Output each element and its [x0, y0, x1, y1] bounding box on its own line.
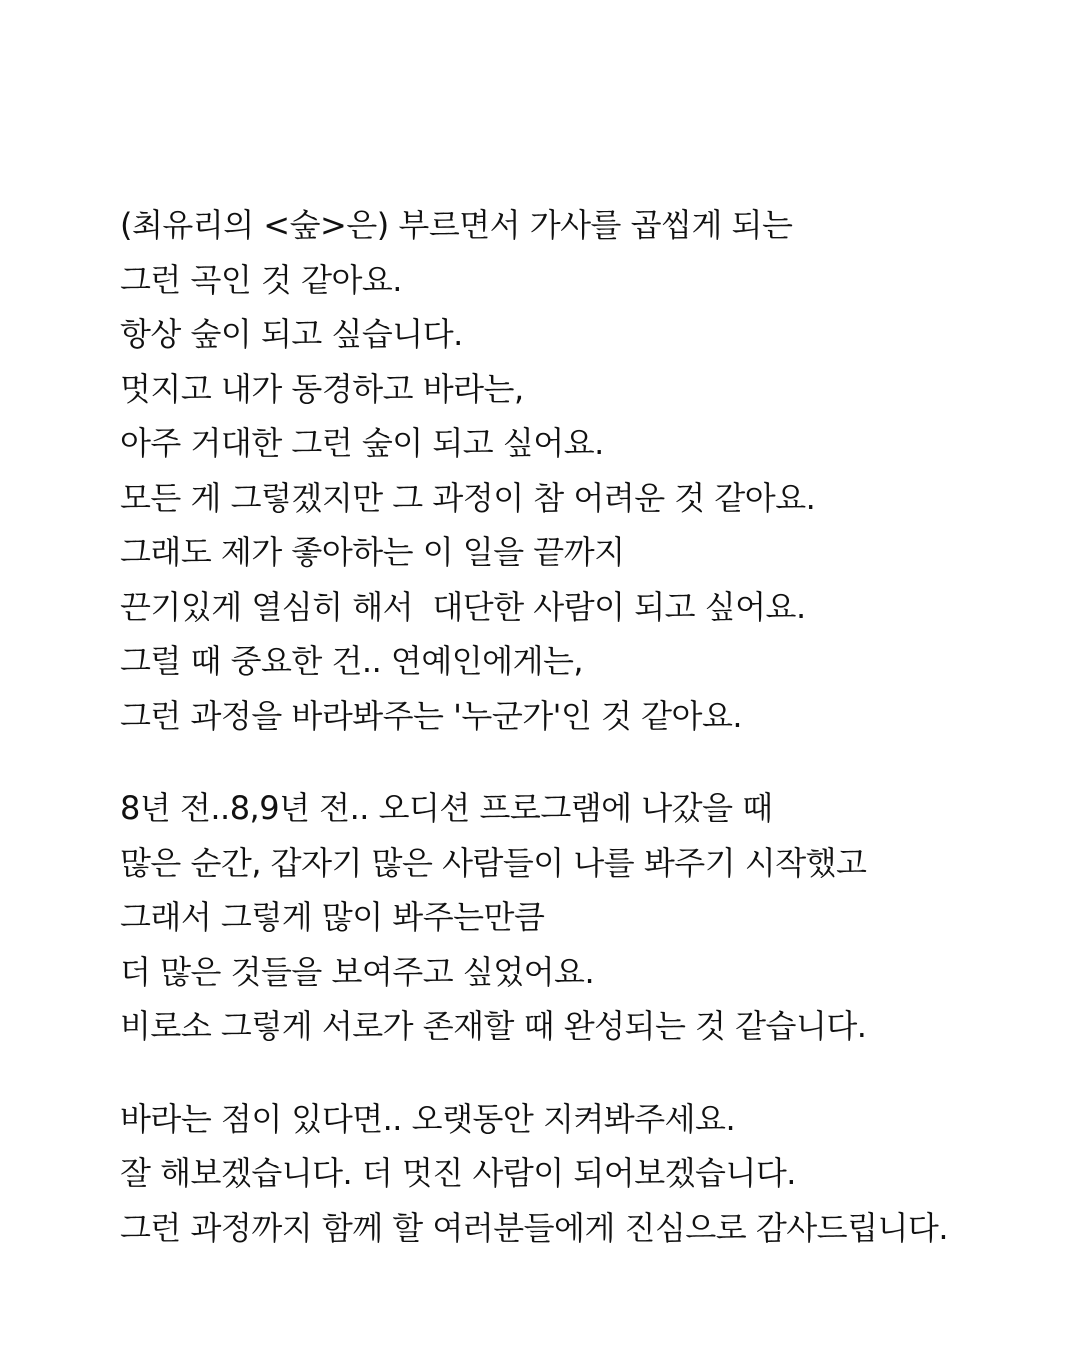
text-line: 그런 과정까지 함께 할 여러분들에게 진심으로 감사드립니다. — [120, 1208, 949, 1247]
text-line: 그럴 때 중요한 건.. 연예인에게는, — [120, 642, 584, 680]
paragraph-2 — [120, 781, 1020, 1054]
text-line: 더 많은 것들을 보여주고 싶었어요. — [120, 952, 595, 991]
text-line: 그래도 제가 좋아하는 이 일을 끝까지 — [120, 533, 625, 571]
paragraph-1 — [120, 198, 1020, 743]
text-line: 잘 해보겠습니다. 더 멋진 사람이 되어보겠습니다. — [120, 1154, 796, 1192]
text-line: 아주 거대한 그런 숲이 되고 싶어요. — [120, 424, 604, 462]
text-line: 항상 숲이 되고 싶습니다. — [120, 315, 463, 353]
text-line: 바라는 점이 있다면.. 오랫동안 지켜봐주세요. — [120, 1099, 736, 1138]
quote-text-block — [120, 198, 1020, 1293]
text-line: (최유리의 <숲>은) 부르면서 가사를 곱씹게 되는 — [120, 206, 793, 244]
paragraph-3 — [120, 1092, 1020, 1256]
text-line: 비로소 그렇게 서로가 존재할 때 완성되는 것 같습니다. — [120, 1007, 867, 1045]
text-line: 그런 곡인 것 같아요. — [120, 260, 402, 299]
text-line: 그래서 그렇게 많이 봐주는만큼 — [120, 898, 545, 936]
text-line: 그런 과정을 바라봐주는 '누군가'인 것 같아요. — [120, 696, 743, 735]
text-line: 멋지고 내가 동경하고 바라는, — [120, 369, 524, 408]
text-line: 모든 게 그렇겠지만 그 과정이 참 어려운 것 같아요. — [120, 478, 816, 517]
text-line: 많은 순간, 갑자기 많은 사람들이 나를 봐주기 시작했고 — [120, 843, 867, 882]
text-line: 8년 전..8,9년 전.. 오디션 프로그램에 나갔을 때 — [120, 789, 773, 827]
text-line: 끈기있게 열심히 해서 대단한 사람이 되고 싶어요. — [120, 587, 806, 626]
